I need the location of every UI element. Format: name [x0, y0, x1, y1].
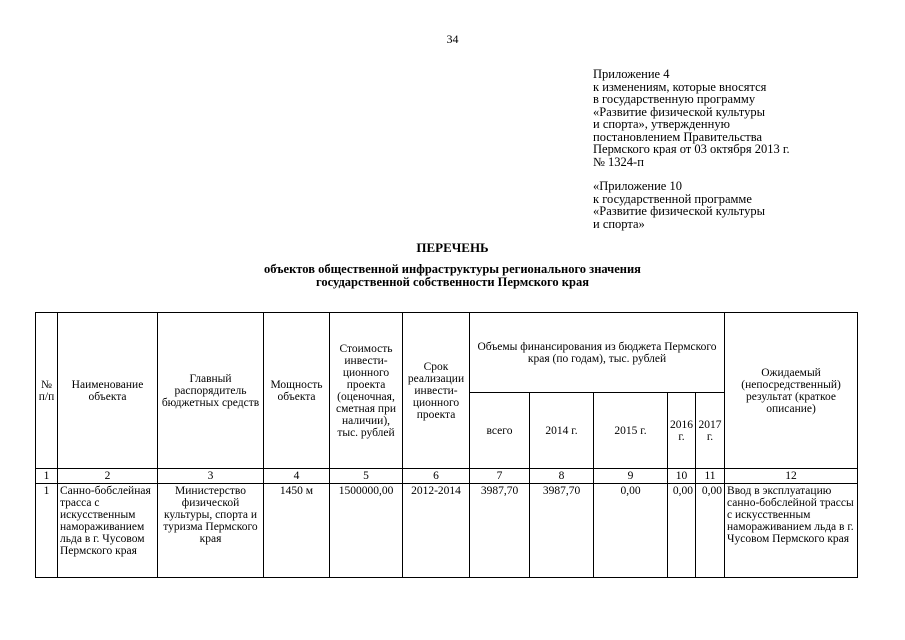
cell-2016: 0,00 [668, 484, 696, 578]
appendix-line: «Развитие физической культуры [593, 104, 765, 119]
header-funding-group: Объемы финансирования из бюджета Пермского края (по годам), тыс. рублей [470, 313, 725, 393]
column-number: 9 [594, 469, 668, 484]
appendix-line: в государственную программу [593, 92, 756, 106]
appendix-line: «Развитие физической культуры [593, 204, 765, 218]
header-term: Срок реализации инвести-ционного проекта [403, 313, 470, 469]
appendix-line: «Приложение 10 [593, 179, 682, 193]
header-2015: 2015 г. [594, 393, 668, 469]
objects-table [35, 312, 858, 578]
document-subtitle [0, 263, 905, 289]
column-numbers-row [36, 469, 858, 484]
appendix-line: и спорта», утвержденную [593, 117, 730, 131]
subtitle-line: государственной собственности Пермского края [316, 275, 589, 289]
cell-2015: 0,00 [594, 484, 668, 578]
column-number: 8 [530, 469, 594, 484]
page-number: 34 [446, 32, 459, 46]
header-name: Наименование объекта [58, 313, 158, 469]
column-number: 12 [725, 469, 858, 484]
column-number: 5 [330, 469, 403, 484]
column-number: 10 [668, 469, 696, 484]
cell-result: Ввод в эксплуатацию санно-бобслейной трассы с искусственным намораживанием льда в г. Чусовом Пермского края [725, 484, 858, 578]
appendix-line: № 1324-п [593, 154, 644, 169]
header-result: Ожидаемый (непосредственный) результат (краткое описание) [725, 313, 858, 469]
cell-num: 1 [36, 484, 58, 578]
cell-capacity: 1450 м [264, 484, 330, 578]
header-2016: 2016 г. [668, 393, 696, 469]
column-number: 2 [58, 469, 158, 484]
cell-total: 3987,70 [470, 484, 530, 578]
subtitle-line: объектов общественной инфраструктуры регионального значения [264, 262, 641, 276]
cell-2017: 0,00 [696, 484, 725, 578]
header-capacity: Мощность объекта [264, 313, 330, 469]
column-number: 11 [696, 469, 725, 484]
appendix-note-1 [593, 68, 790, 168]
header-distributor: Главный распорядитель бюджетных средств [158, 313, 264, 469]
cell-2014: 3987,70 [530, 484, 594, 578]
column-number: 4 [264, 469, 330, 484]
column-number: 3 [158, 469, 264, 484]
appendix-line: Пермского края от 03 октября 2013 г. [593, 142, 790, 156]
column-number: 6 [403, 469, 470, 484]
header-2014: 2014 г. [530, 393, 594, 469]
column-number: 7 [470, 469, 530, 484]
appendix-line: Приложение 4 [593, 67, 670, 81]
header-2017: 2017 г. [696, 393, 725, 469]
cell-term: 2012-2014 [403, 484, 470, 578]
header-row [36, 313, 858, 393]
appendix-line: постановлением Правительства [593, 129, 763, 144]
header-num: № п/п [36, 313, 58, 469]
table-row [36, 484, 858, 578]
cell-distributor: Министерство физической культуры, спорта и туризма Пермского края [158, 484, 264, 578]
appendix-note-2 [593, 180, 765, 230]
cell-cost: 1500000,00 [330, 484, 403, 578]
cell-name: Санно-бобслейная трасса с искусственным намораживанием льда в г. Чусовом Пермского края [58, 484, 158, 578]
appendix-line: к государственной программе [593, 191, 752, 206]
appendix-line: к изменениям, которые вносятся [593, 79, 767, 94]
document-title: ПЕРЕЧЕНЬ [416, 240, 489, 255]
column-number: 1 [36, 469, 58, 484]
header-total: всего [470, 393, 530, 469]
header-cost: Стоимость инвести-ционного проекта (оценочная, сметная при наличии), тыс. рублей [330, 313, 403, 469]
appendix-line: и спорта» [593, 216, 645, 231]
